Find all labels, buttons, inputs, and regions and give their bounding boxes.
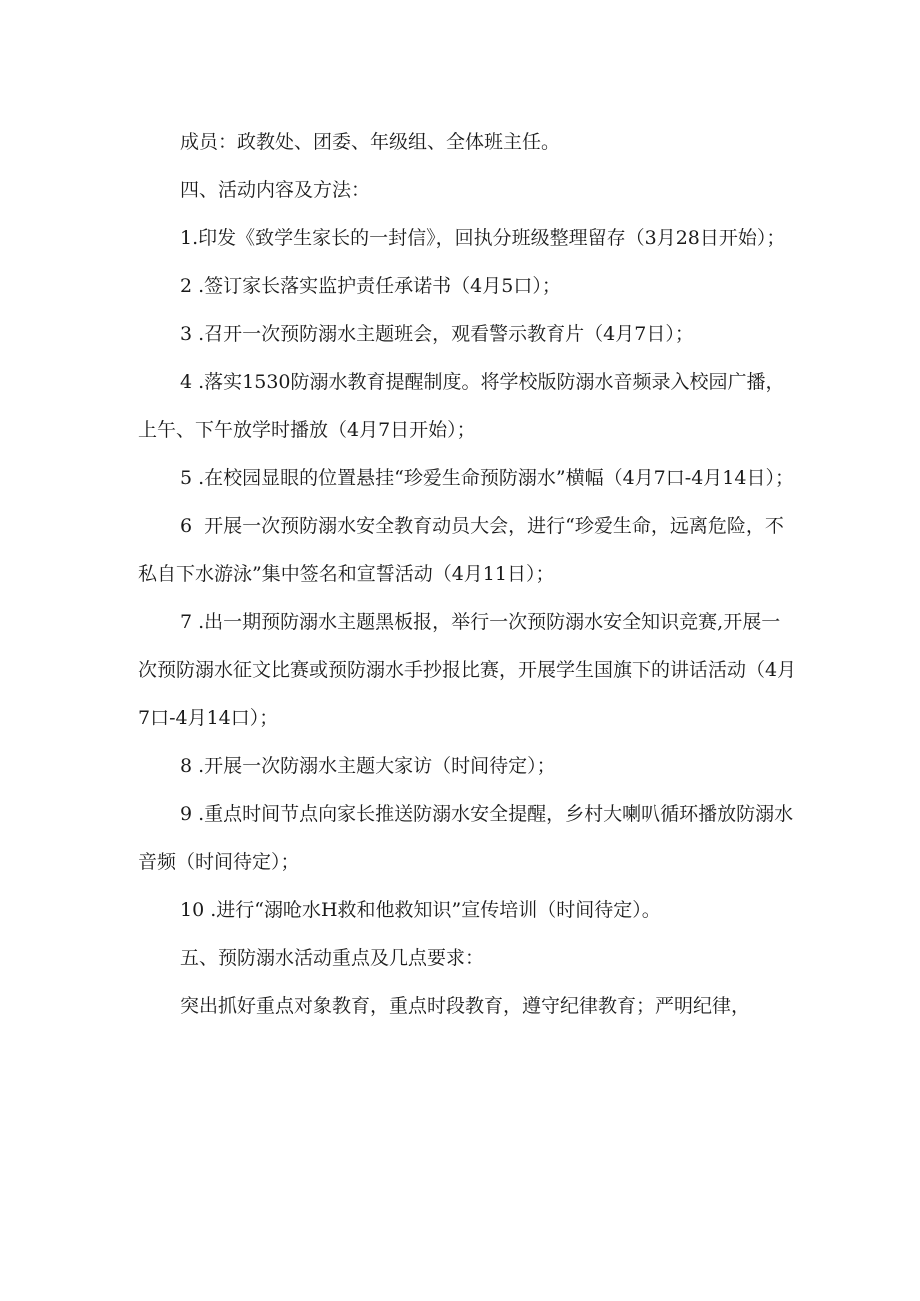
list-item-4: 4 .落实1530防溺水教育提醒制度。将学校版防溺水音频录入校园广播，上午、下午放学时播放（4月7日开始）；: [138, 371, 785, 441]
paragraph-requirements: 突出抓好重点对象教育，重点时段教育，遵守纪律教育；严明纪律，: [180, 995, 751, 1017]
document-body: [138, 118, 798, 1030]
list-item-9: 9 .重点时间节点向家长推送防溺水安全提醒，乡村大喇叭循环播放防溺水音频（时间待定）；: [138, 803, 794, 873]
paragraph-members: 成员：政教处、团委、年级组、全体班主任。: [180, 131, 561, 153]
list-item-8: 8 .开展一次防溺水主题大家访（时间待定）；: [180, 755, 556, 777]
list-item-10: 10 .进行“溺呛水H救和他救知识”宣传培训（时间待定）。: [180, 899, 661, 921]
list-item-3: 3 .召开一次预防溺水主题班会，观看警示教育片（4月7日）；: [180, 323, 694, 345]
heading-section-4: 四、活动内容及方法：: [180, 179, 371, 201]
list-item-1: 1.印发《致学生家长的一封信》，回执分班级整理留存（3月28日开始）；: [180, 227, 786, 249]
list-item-6: 6 开展一次预防溺水安全教育动员大会，进行“珍爱生命，远离危险，不私自下水游泳”集中签名和宣誓活动（4月11日）；: [138, 515, 784, 585]
list-item-2: 2 .签订家长落实监护责任承诺书（4月5口）；: [180, 275, 561, 297]
heading-section-5: 五、预防溺水活动重点及几点要求：: [180, 947, 485, 969]
list-item-7: 7 .出一期预防溺水主题黑板报，举行一次预防溺水安全知识竞赛,开展一次预防溺水征文比赛或预防溺水手抄报比赛，开展学生国旗下的讲话活动（4月7口-4月14口）；: [138, 611, 797, 729]
list-item-5: 5 .在校园显眼的位置悬挂“珍爱生命预防溺水”横幅（4月7口-4月14日）；: [180, 467, 794, 489]
